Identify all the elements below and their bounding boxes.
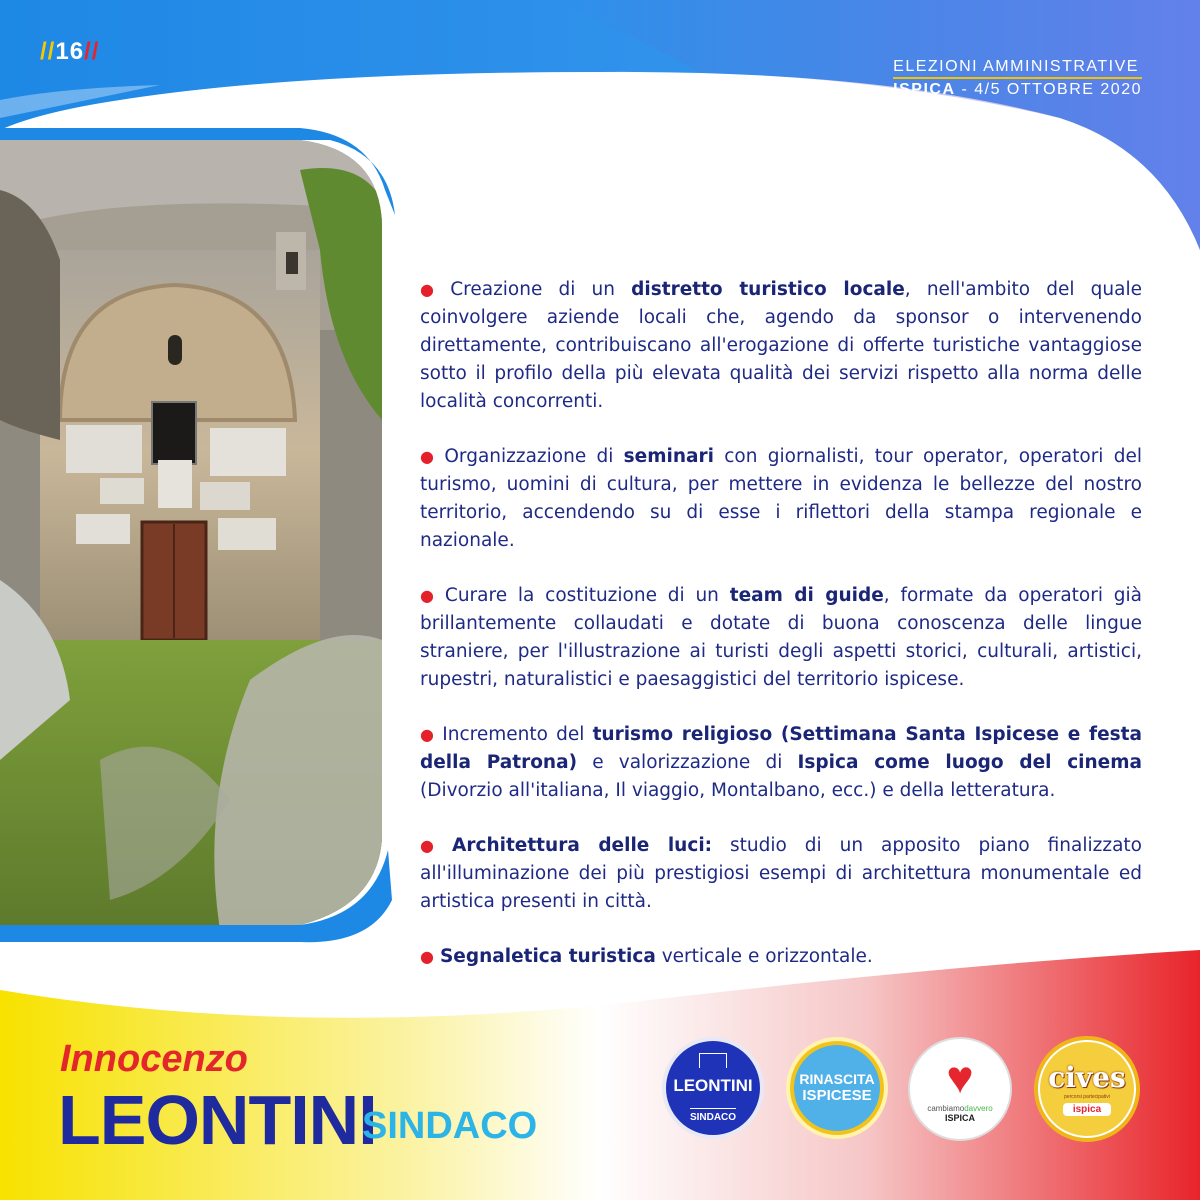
cives-logo-tag: percorsi partecipativi [1064,1093,1110,1100]
election-dates: - 4/5 OTTOBRE 2020 [955,81,1142,98]
program-item [420,832,1142,916]
rinascita-logo-line2: ISPICESE [802,1087,872,1104]
slash-decoration-right: // [84,38,100,65]
program-item [420,582,1142,694]
election-date-line [893,81,1142,99]
leontini-sindaco-logo [662,1037,764,1139]
cives-logo [1034,1036,1140,1142]
program-item-highlight: turismo religioso (Settimana Santa Ispicese e festa della Patrona) [420,724,1142,773]
program-item-text: Organizzazione di [444,446,624,467]
program-item-highlight: Architettura delle luci: [452,835,713,856]
cambiamo-logo-place: ISPICA [944,1112,975,1123]
bullet-icon: ● [420,947,434,966]
cives-logo-name: cives [1048,1060,1126,1094]
church-photo [0,140,382,930]
cambiamo-logo-text [927,1104,992,1113]
program-item-highlight: distretto turistico locale [631,279,905,300]
election-header [893,58,1142,99]
bullet-icon: ● [420,725,437,744]
election-title: ELEZIONI AMMINISTRATIVE [893,58,1142,79]
program-item-text: verticale e orizzontale. [655,946,873,967]
bullet-icon: ● [420,447,439,466]
candidate-last-name: LEONTINI [58,1081,377,1159]
cives-logo-inner [1040,1042,1134,1136]
program-item-highlight: seminari [623,446,714,467]
election-place: ISPICA [893,81,956,98]
slash-decoration-left: // [40,38,56,65]
rinascita-logo-inner [794,1045,880,1131]
program-item-highlight: team di guide [729,585,884,606]
bullet-icon: ● [420,586,439,605]
bullet-icon: ● [420,280,445,299]
bullet-icon: ● [420,836,447,855]
cives-logo-place: ispica [1063,1103,1111,1116]
building-icon [699,1053,727,1068]
page-number-value: 16 [55,38,85,65]
program-item-text: , formate da operatori già brillantemente collaudati e dotate di buona conoscenza delle lingue straniere, per l'illustrazione ai turisti degli aspetti storici, culturali, artistici, rupestri, naturalistici e paesaggistici del territorio ispicese. [420,585,1143,690]
program-item-text: Incremento del [442,724,593,745]
program-item-text: e valorizzazione di [577,752,798,773]
leontini-logo-name: LEONTINI [673,1076,753,1095]
program-item-highlight: Ispica come luogo del cinema [797,752,1142,773]
candidate-first-name: Innocenzo [60,1038,248,1080]
rinascita-ispicese-logo [786,1037,888,1139]
program-item [420,276,1142,416]
program-item [420,721,1142,805]
cambiamo-word: davvero [964,1103,993,1113]
candidate-role: SINDACO [362,1105,538,1147]
heart-icon: ♥ [946,1050,974,1103]
program-item-highlight: Segnaletica turistica [439,946,656,967]
leontini-logo-sub: SINDACO [690,1108,736,1123]
program-item-text: studio di un apposito piano finalizzato all'illuminazione dei più prestigiosi esempi di architettura monumentale ed artistica presenti in città. [420,835,1142,912]
cambiamo-prefix: cambiamo [927,1103,965,1113]
program-list [420,276,1142,998]
rinascita-logo-line1: RINASCITA [799,1071,875,1087]
program-item-text: Curare la costituzione di un [444,585,730,606]
program-item-text: con giornalisti, tour operator, operatori del turismo, uomini di cultura, per mettere in evidenza le bellezze del nostro territorio, accendendo su di esse i riflettori della stampa regionale e nazionale. [420,446,1142,551]
program-item [420,443,1142,555]
program-item-text: Creazione di un [450,279,632,300]
program-item-text: (Divorzio all'italiana, Il viaggio, Montalbano, ecc.) e della letteratura. [420,780,1056,801]
program-item [420,943,1142,971]
program-item-text: , nell'ambito del quale coinvolgere aziende locali che, agendo da sponsor o intervenendo direttamente, contribuiscano all'erogazione di offerte turistiche vantaggiose sotto il profilo della più elevata qualità dei servizi rispetto alla norma delle località concorrenti. [420,279,1142,412]
cambiamo-davvero-logo [908,1037,1012,1141]
page-number [40,38,99,66]
